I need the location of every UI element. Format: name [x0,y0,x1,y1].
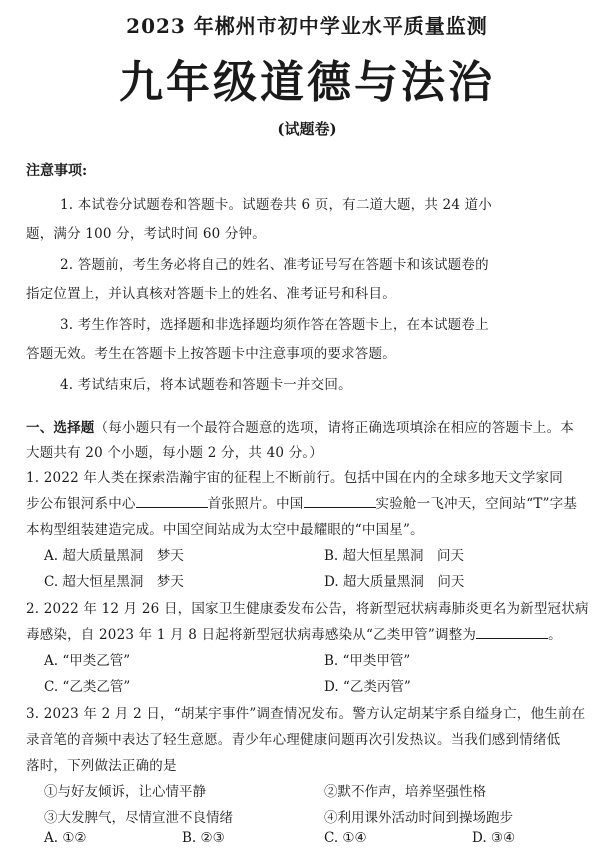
question-1-option-b: B. 超大恒星黑洞 问天 [324,548,465,564]
question-text-segment: 首张照片。中国 [207,496,304,512]
question-3-option-d: D. ③④ [472,830,516,846]
section-1-header [26,416,604,436]
exam-top-title: 2023 年郴州市初中学业水平质量监测 [126,14,488,38]
question-2-text [26,623,604,643]
notice-line: 2. 答题前，考生务必将自己的姓名、准考证号写在答题卡和该试题卷的 [60,257,489,273]
question-1-text [26,492,604,512]
question-1-option-d: D. 超大质量黑洞 问天 [324,574,465,590]
question-3-statement: ④利用课外活动时间到操场跑步 [324,810,513,826]
section-1-instruction: （每小题只有一个最符合题意的选项，请将正确选项填涂在相应的答题卡上。本 [94,420,574,436]
question-1-text: 本构型组装建造完成。中国空间站成为太空中最耀眼的“中国星”。 [26,522,424,538]
section-1-heading: 一、选择题 [26,420,95,436]
exam-main-title: 九年级道德与法治 [119,57,495,108]
question-3-text: 录音笔的音频中表达了轻生意愿。青少年心理健康问题再次引发热议。当我们感到情绪低 [26,732,561,748]
question-2-option-d: D. “乙类丙管” [324,679,411,695]
notice-line: 指定位置上，并认真核对答题卡上的姓名、准考证号和科目。 [26,286,396,302]
question-2-option-b: B. “甲类甲管” [324,653,411,669]
question-3-text: 3. 2023 年 2 月 2 日，“胡某宇事件”调查情况发布。警方认定胡某宇系自缢身亡，他生前在 [26,706,586,722]
question-3-option-b: B. ②③ [182,830,225,846]
answer-blank [476,626,548,639]
question-3-option-c: C. ①④ [324,830,367,846]
answer-blank [304,495,376,508]
notice-heading: 注意事项: [26,163,88,179]
question-text-segment: 毒感染，自 2023 年 1 月 8 日起将新型冠状病毒感染从“乙类甲管”调整为 [26,627,477,643]
exam-subtitle: (试题卷) [277,120,337,138]
notice-line: 答题无效。考生在答题卡上按答题卡中注意事项的要求答题。 [26,346,396,362]
section-1-instruction: 大题共有 20 个小题，每小题 2 分，共 40 分。） [26,445,324,461]
notice-line: 4. 考试结束后，将本试题卷和答题卡一并交回。 [60,377,352,393]
question-3-statement: ①与好友倾诉，让心情平静 [44,784,206,800]
question-1-text: 1. 2022 年人类在探索浩瀚宇宙的征程上不断前行。包括中国在内的全球多地天文学家同 [26,470,563,486]
question-3-option-a: A. ①② [44,830,87,846]
notice-line: 3. 考生作答时，选择题和非选择题均须作答在答题卡上，在本试题卷上 [60,317,489,333]
question-3-statement: ②默不作声，培养坚强性格 [324,784,486,800]
question-text-segment: 步公布银河系中心 [26,496,136,512]
question-1-option-a: A. 超大质量黑洞 梦天 [44,548,184,564]
question-2-text: 2. 2022 年 12 月 26 日，国家卫生健康委发布公告，将新型冠状病毒肺炎更名为新型冠状病 [26,601,589,617]
question-1-option-c: C. 超大恒星黑洞 梦天 [44,574,184,590]
question-2-option-c: C. “乙类乙管” [44,679,131,695]
question-text-segment: 。 [548,627,562,643]
question-3-text: 落时，下列做法正确的是 [26,758,177,774]
notice-line: 1. 本试卷分试题卷和答题卡。试题卷共 6 页，有二道大题，共 24 道小 [60,197,493,213]
question-3-statement: ③大发脾气，尽情宣泄不良情绪 [44,810,233,826]
question-text-segment: 实验舱一飞冲天，空间站“T”字基 [375,496,578,512]
answer-blank [136,495,208,508]
notice-line: 题，满分 100 分，考试时间 60 分钟。 [26,226,267,242]
question-2-option-a: A. “甲类乙管” [44,653,131,669]
